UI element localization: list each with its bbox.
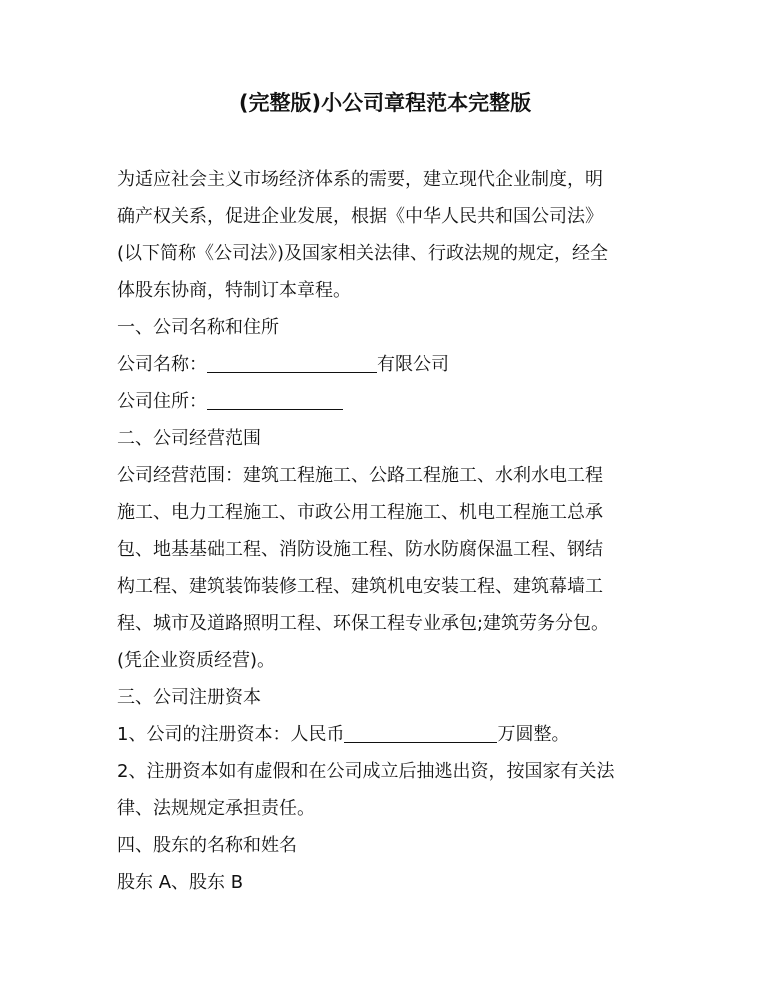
preamble-line: 体股东协商，特制订本章程。 xyxy=(117,280,351,301)
capital-item-1 xyxy=(117,716,662,753)
company-name-blank xyxy=(207,350,377,373)
document-body xyxy=(117,161,662,901)
capital-prefix: 1、公司的注册资本：人民币 xyxy=(117,724,345,745)
section-heading-shareholders: 四、股东的名称和姓名 xyxy=(117,835,297,856)
company-name-row xyxy=(117,346,662,383)
scope-line: 施工、电力工程施工、市政公用工程施工、机电工程施工总承 xyxy=(117,502,603,523)
company-name-label: 公司名称： xyxy=(117,354,207,375)
capital-amount-blank xyxy=(344,720,497,743)
scope-line: 构工程、建筑装饰装修工程、建筑机电安装工程、建筑幕墙工 xyxy=(117,576,603,597)
shareholders-line: 股东 A、股东 B xyxy=(117,872,244,893)
company-address-row xyxy=(117,383,662,420)
capital-item-2-line: 律、法规规定承担责任。 xyxy=(117,798,315,819)
scope-line: 程、城市及道路照明工程、环保工程专业承包;建筑劳务分包。 xyxy=(117,613,610,634)
company-name-suffix: 有限公司 xyxy=(377,354,449,375)
preamble-line: (以下简称《公司法》)及国家相关法律、行政法规的规定，经全 xyxy=(117,243,609,264)
document-title: (完整版)小公司章程范本完整版 xyxy=(238,91,532,115)
scope-line: 包、地基基础工程、消防设施工程、防水防腐保温工程、钢结 xyxy=(117,539,603,560)
company-address-blank xyxy=(207,387,343,410)
capital-suffix: 万圆整。 xyxy=(497,724,570,745)
preamble-line: 确产权关系，促进企业发展，根据《中华人民共和国公司法》 xyxy=(117,206,603,227)
section-heading-name-address: 一、公司名称和住所 xyxy=(117,317,279,338)
preamble-line: 为适应社会主义市场经济体系的需要，建立现代企业制度，明 xyxy=(117,169,603,190)
scope-line: (凭企业资质经营)。 xyxy=(117,650,276,671)
capital-item-2-line: 2、注册资本如有虚假和在公司成立后抽逃出资，按国家有关法 xyxy=(117,761,615,782)
scope-line: 公司经营范围：建筑工程施工、公路工程施工、水利水电工程 xyxy=(117,465,603,486)
company-address-label: 公司住所： xyxy=(117,391,207,412)
section-heading-business-scope: 二、公司经营范围 xyxy=(117,428,261,449)
section-heading-registered-capital: 三、公司注册资本 xyxy=(117,687,261,708)
